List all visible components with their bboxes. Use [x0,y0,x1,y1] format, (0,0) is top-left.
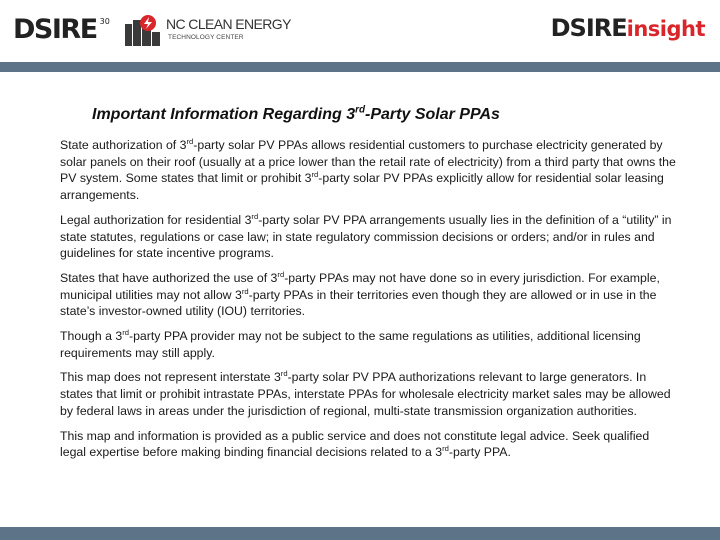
paragraph-text: State authorization of 3 [60,138,187,152]
title-text-after: -Party Solar PPAs [365,106,500,123]
info-paragraph [60,428,676,461]
info-paragraph [60,270,676,320]
superscript-rd: rd [122,327,129,337]
superscript-rd: rd [186,136,194,146]
page-title [92,106,500,124]
nc-building-icon [124,14,164,48]
dsire-insight-logo[interactable] [551,14,705,42]
superscript-rd: rd [251,211,259,221]
nc-logo-title: NC CLEAN ENERGY [166,16,291,32]
bottom-band [0,527,720,540]
paragraph-text: Legal authorization for residential 3 [60,212,252,227]
dsire-logo[interactable] [13,14,110,45]
header [0,0,720,62]
paragraph-text: -party solar PV PPA arrangements usually lies in the definition of a “utility” in state statutes, regulations or case law; in state regulatory commission decisions or orders; and/or in rules and guidelines for state incentive programs. [60,212,672,261]
superscript-rd: rd [241,286,249,296]
superscript-rd: rd [311,170,319,180]
info-paragraph [60,369,676,419]
dsire-logo-text: DSIRE [13,14,97,45]
paragraph-text: This map does not represent interstate 3 [60,370,281,385]
dsire-logo-superscript: 30 [99,17,110,26]
nc-logo-subtitle: TECHNOLOGY CENTER [168,34,244,41]
info-paragraph [60,212,676,262]
superscript-rd: rd [280,369,288,379]
info-paragraph [60,328,676,361]
superscript-rd: rd [277,269,285,279]
paragraph-text: -party PPAs may not have done so in every jurisdiction. For example, municipal utilities may not allow 3 [60,270,660,302]
paragraph-text: -party PPA provider may not be subject to the same regulations as utilities, additional licensing requirements may still apply. [60,329,641,360]
nc-clean-energy-logo[interactable] [124,14,291,50]
title-text-before: Important Information Regarding 3 [92,106,356,123]
paragraph-text: -party solar PV PPAs allows residential customers to purchase electricity generated by solar panels on their roof (usually at a price lower than the retail rate of electricity) from a third party that owns the PV system. Some states that limit or prohibit 3 [60,138,676,186]
top-band [0,62,720,72]
paragraph-text: This map and information is provided as a public service and does not constitute legal advice. Seek qualified legal expertise before making binding financial decisions related to a 3 [60,428,650,460]
info-paragraph [60,137,676,204]
paragraph-text: Though a 3 [60,329,123,344]
superscript-rd: rd [442,444,449,454]
title-superscript: rd [355,104,366,116]
paragraph-text: States that have authorized the use of 3 [60,270,278,285]
paragraph-text: -party solar PV PPAs explicitly allow for residential solar leasing arrangements. [60,171,664,203]
info-body [60,137,676,469]
paragraph-text: -party PPAs in their territories even though they are allowed or in use in the state’s investor-owned utility (IOU) territories. [60,287,657,319]
insight-logo-insight: insight [626,17,705,41]
paragraph-text: -party PPA. [448,445,511,460]
paragraph-text: -party solar PV PPA authorizations relevant to large generators. In states that limit or prohibit intrastate PPAs, interstate PPAs for wholesale electricity market sales may be allowed by federal laws in areas under the jurisdiction of regional, multi-state transmission organization authorities. [60,370,671,418]
insight-logo-dsire: DSIRE [550,14,627,42]
